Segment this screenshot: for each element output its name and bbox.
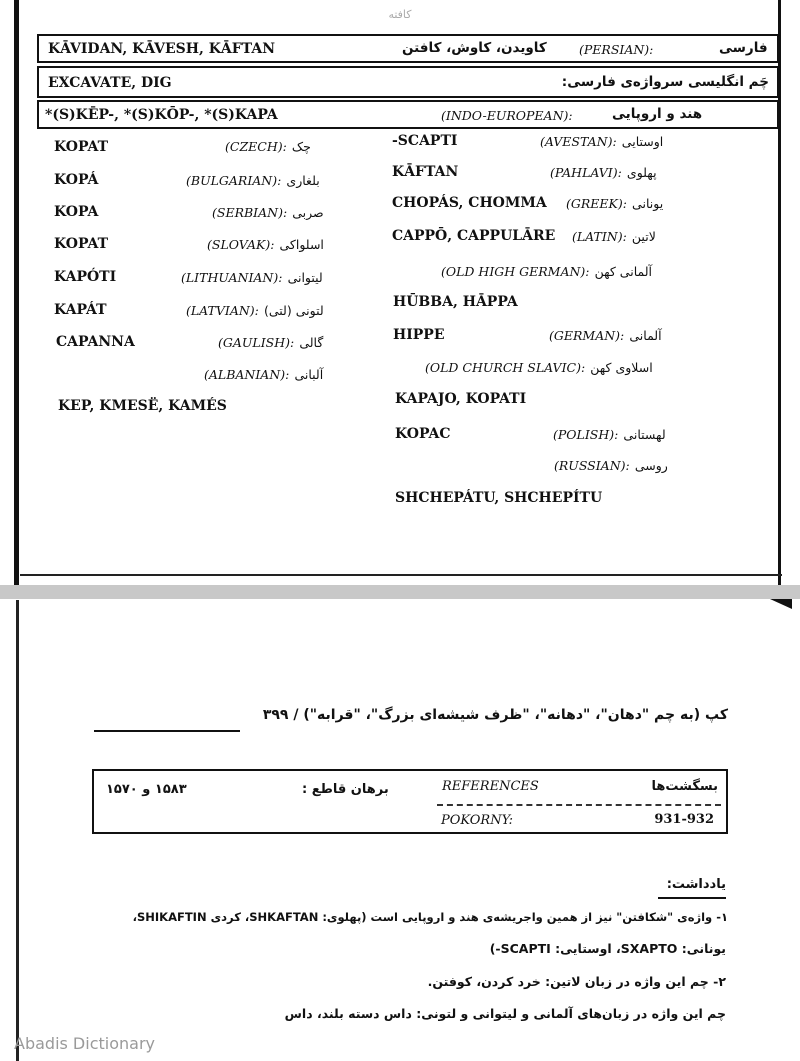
- header-persian-words: کاویدن، کاوش، کافتن: [402, 40, 547, 56]
- header-persian-lang: فارسی: [719, 40, 768, 56]
- header-row-persian: [37, 34, 779, 63]
- left-lang-serbian: (SERBIAN): صربی: [212, 205, 324, 220]
- right-word-russian-forms: SHCHEPÁTU, SHCHEPÍTU: [395, 490, 603, 506]
- right-lang-latin: (LATIN): لاتین: [572, 229, 656, 244]
- page2-left-edge: [16, 600, 19, 1061]
- note-line-4: چم این واژه در زبان‌های آلمانی و لیتوانی و لتونی: داس دسته بلند، داس: [284, 1006, 726, 1021]
- left-lang-slovak: (SLOVAK): اسلواکی: [207, 237, 324, 252]
- left-lang-gaulish: (GAULISH): گالی: [218, 335, 324, 350]
- notes-title: یادداشت:: [666, 877, 726, 892]
- header-english-latin: EXCAVATE, DIG: [48, 75, 172, 91]
- left-word-serbian: KOPA: [54, 204, 99, 220]
- right-word-avestan: -SCAPTI: [392, 133, 458, 149]
- right-lang-polish: (POLISH): لهستانی: [553, 427, 666, 442]
- right-lang-german: (GERMAN): آلمانی: [549, 328, 662, 343]
- right-lang-old-church-slavic: (OLD CHURCH SLAVIC): اسلاوی کهن: [425, 360, 653, 375]
- header-ie-lang: هند و اروپایی: [612, 106, 703, 122]
- right-lang-pahlavi: (PAHLAVI): پهلوی: [550, 165, 657, 180]
- right-word-ohg-forms: HŪBBA, HĀPPA: [393, 294, 518, 310]
- note-line-2: یونانی: SXAPTO، اوستایی: SCAPTI-): [489, 941, 726, 956]
- left-lang-lithuanian: (LITHUANIAN): لیتوانی: [181, 270, 323, 285]
- header-row-english: [37, 66, 779, 98]
- header-ie-label: (INDO-EUROPEAN):: [441, 108, 573, 123]
- left-word-gaulish: CAPANNA: [56, 334, 135, 350]
- page-corner-mark: [770, 599, 792, 609]
- left-word-lithuanian: KAPÓTI: [54, 269, 117, 285]
- references-box: [92, 769, 728, 834]
- page-separator: [0, 585, 800, 599]
- left-lang-albanian: (ALBANIAN): آلبانی: [204, 367, 324, 382]
- page-left-edge: [14, 0, 19, 588]
- left-word-slovak: KOPAT: [54, 236, 109, 252]
- left-word-latvian: KAPÁT: [54, 302, 107, 318]
- burhan-value: ۱۵۸۳ و ۱۵۷۰: [106, 782, 187, 797]
- burhan-label: برهان قاطع :: [302, 782, 389, 797]
- header-ie-latin: *(S)KĒP-, *(S)KŌP-, *(S)KAPA: [45, 107, 278, 123]
- right-word-greek: CHOPÁS, CHOMMA: [392, 195, 547, 211]
- header-english-label: چَم انگلیسی سرواژه‌ی فارسی:: [561, 74, 769, 90]
- header-persian-latin: KĀVIDAN, KĀVESH, KĀFTAN: [48, 41, 275, 57]
- notes-title-underline: [658, 897, 726, 899]
- header-row-indoeuropean: [37, 100, 779, 129]
- right-lang-russian: (RUSSIAN): روسی: [554, 458, 668, 473]
- left-lang-czech: (CZECH): چک: [225, 139, 311, 154]
- watermark: Abadis Dictionary: [14, 1034, 155, 1053]
- top-caption: کافته: [388, 8, 412, 21]
- note-line-1: ۱- واژه‌ی "شکافتن" نیز از همین واجریشه‌ی هند و اروپایی است (پهلوی: SHKAFTAN، کردی SHIKAFTIN،: [132, 910, 728, 924]
- right-lang-avestan: (AVESTAN): اوستایی: [540, 134, 664, 149]
- right-word-ocs-forms: KAPAJO, KOPATI: [395, 391, 527, 407]
- references-divider: [437, 804, 721, 806]
- left-lang-latvian: (LATVIAN): لتونی (لتی): [186, 303, 324, 318]
- note-line-3: ۲- چم این واژه در زبان لاتین: خرد کردن، کوفتن.: [427, 974, 726, 989]
- pokorny-value: 931-932: [654, 812, 714, 827]
- page2-heading: کپ (به چم "دهان"، "دهانه"، "ظرف شیشه‌ای بزرگ"، "قرابه") / ۳۹۹: [262, 707, 728, 723]
- references-title-persian: بسگشت‌ها: [651, 779, 718, 794]
- left-lang-bulgarian: (BULGARIAN): بلغاری: [186, 173, 320, 188]
- right-word-pahlavi: KĀFTAN: [392, 164, 459, 180]
- right-lang-old-high-german: (OLD HIGH GERMAN): آلمانی کهن: [441, 264, 653, 279]
- right-word-german: HIPPE: [393, 327, 445, 343]
- references-title-latin: REFERENCES: [442, 779, 539, 794]
- left-word-bulgarian: KOPÁ: [54, 172, 99, 188]
- heading-underline: [94, 730, 240, 732]
- left-word-albanian-forms: KEP, KMESË, KAMÉS: [58, 398, 227, 414]
- pokorny-label: POKORNY:: [441, 813, 513, 828]
- right-word-latin: CAPPŌ, CAPPULĀRE: [392, 228, 556, 244]
- right-lang-greek: (GREEK): یونانی: [566, 196, 664, 211]
- right-word-polish: KOPAC: [395, 426, 451, 442]
- left-word-czech: KOPAT: [54, 139, 109, 155]
- header-persian-label: (PERSIAN):: [579, 42, 654, 57]
